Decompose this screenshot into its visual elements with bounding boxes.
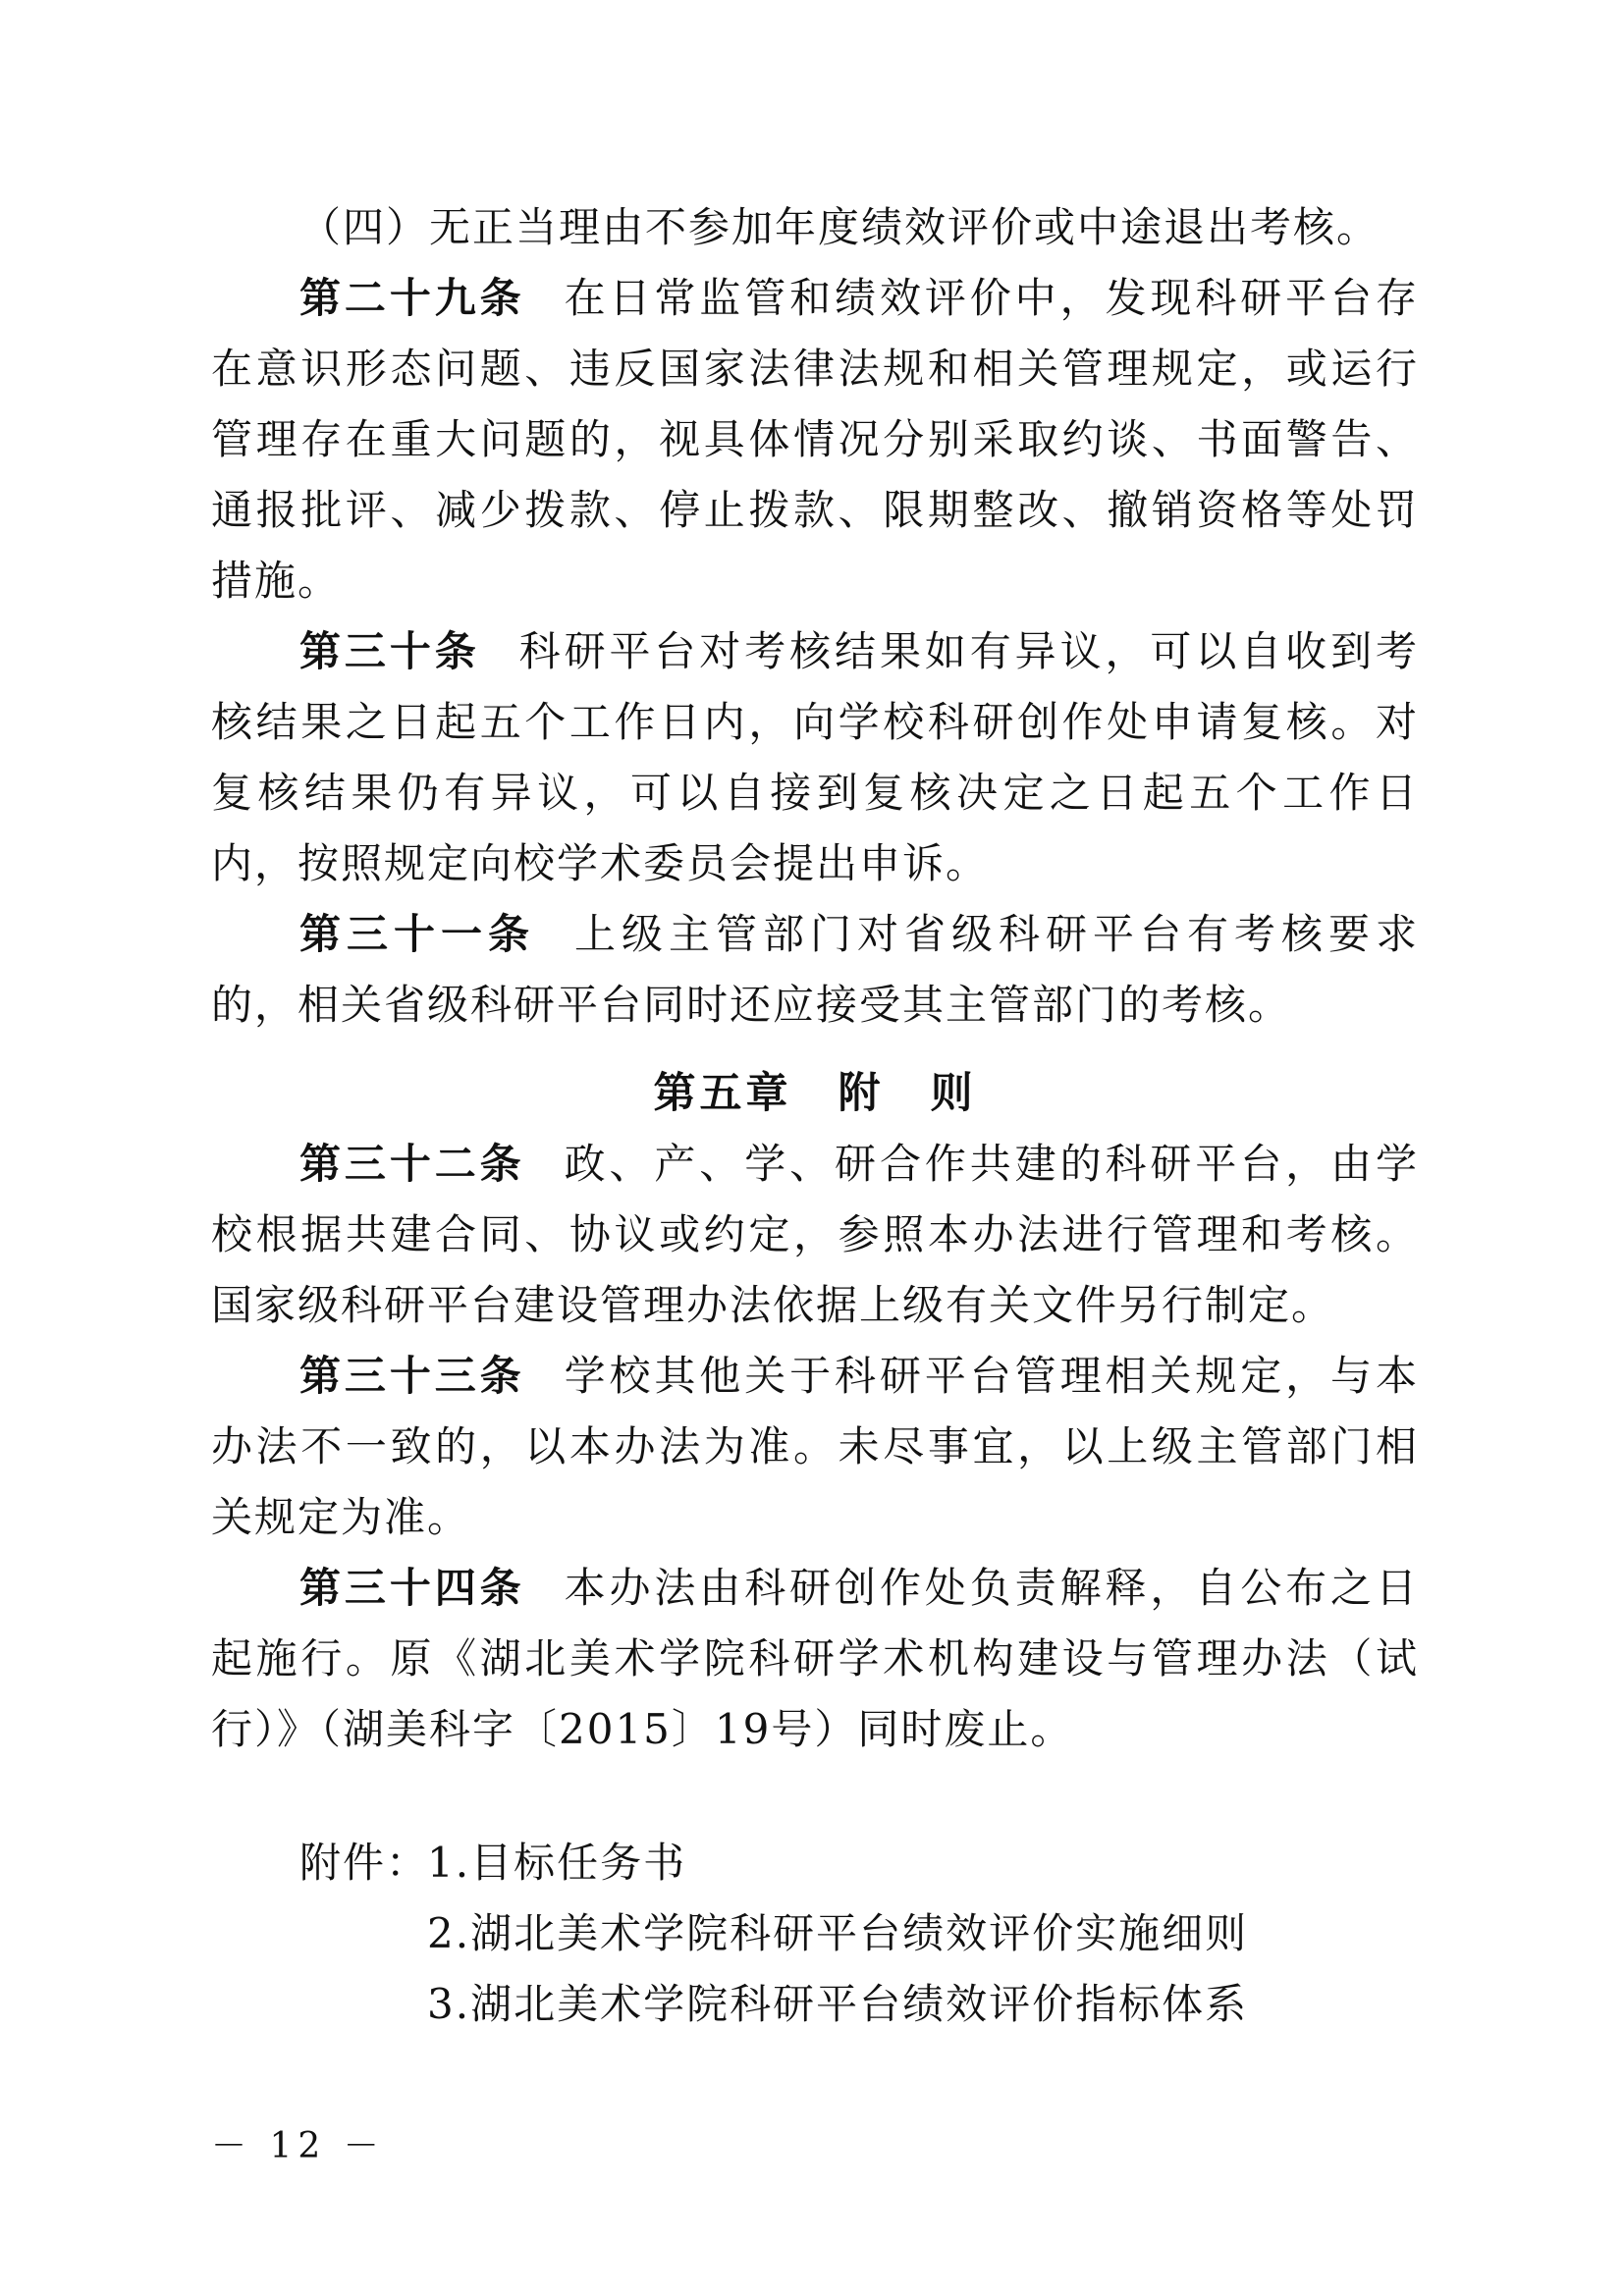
article-29: [211, 263, 1419, 616]
article-text: 本办法由科研创作处负责解释，自公布之日起施行。原《湖北美术学院科研学术机构建设与管理办法（试行）》（湖美科字〔2015〕19号）同时废止。: [211, 1564, 1419, 1753]
attachment-row: [299, 1969, 1248, 2040]
chapter-title: 第五章 附 则: [653, 1069, 977, 1118]
article-32: [211, 1129, 1419, 1341]
article-number: 第三十四条: [299, 1564, 525, 1612]
attachment-indent: [299, 1898, 427, 1969]
articles-section-chapter-5: [211, 1129, 1419, 1765]
article-number: 第三十二条: [299, 1140, 525, 1188]
article-text: 上级主管部门对省级科研平台有考核要求的，相关省级科研平台同时还应接受其主管部门的考核。: [211, 910, 1419, 1029]
attachment-indent: [299, 1969, 427, 2040]
clause-item-4: [211, 192, 1419, 263]
article-33: [211, 1341, 1419, 1553]
attachment-row: [299, 1898, 1248, 1969]
page-number: － 12 －: [211, 2126, 385, 2166]
article-number: 第二十九条: [299, 274, 525, 322]
attachments-label: 附件：: [299, 1839, 430, 1887]
article-number: 第三十一条: [299, 910, 535, 958]
article-31: [211, 899, 1419, 1041]
article-number: 第三十三条: [299, 1352, 525, 1400]
attachment-row: [299, 1828, 1248, 1898]
article-text: 科研平台对考核结果如有异议，可以自收到考核结果之日起五个工作日内，向学校科研创作处申请复核。对复核结果仍有异议，可以自接到复核决定之日起五个工作日内，按照规定向校学术委员会提出申诉。: [211, 627, 1419, 887]
article-text: 在日常监管和绩效评价中，发现科研平台存在意识形态问题、违反国家法律法规和相关管理规定，或运行管理存在重大问题的，视具体情况分别采取约谈、书面警告、通报批评、减少拨款、停止拨款、限期整改、撤销资格等处罚措施。: [211, 274, 1419, 605]
article-text: 学校其他关于科研平台管理相关规定，与本办法不一致的，以本办法为准。未尽事宜，以上级主管部门相关规定为准。: [211, 1352, 1419, 1541]
attachment-item: 3.湖北美术学院科研平台绩效评价指标体系: [427, 1980, 1249, 2028]
article-30: [211, 616, 1419, 899]
attachments-list: [299, 1828, 1248, 2040]
article-34: [211, 1553, 1419, 1765]
clause-text: （四）无正当理由不参加年度绩效评价或中途退出考核。: [299, 203, 1380, 251]
attachment-item: 2.湖北美术学院科研平台绩效评价实施细则: [427, 1909, 1249, 1957]
attachment-item: 1.目标任务书: [427, 1839, 687, 1887]
article-text: 政、产、学、研合作共建的科研平台，由学校根据共建合同、协议或约定，参照本办法进行管理和考核。国家级科研平台建设管理办法依据上级有关文件另行制定。: [211, 1140, 1419, 1329]
article-number: 第三十条: [299, 627, 480, 675]
articles-section-chapter-4: [211, 192, 1419, 1041]
